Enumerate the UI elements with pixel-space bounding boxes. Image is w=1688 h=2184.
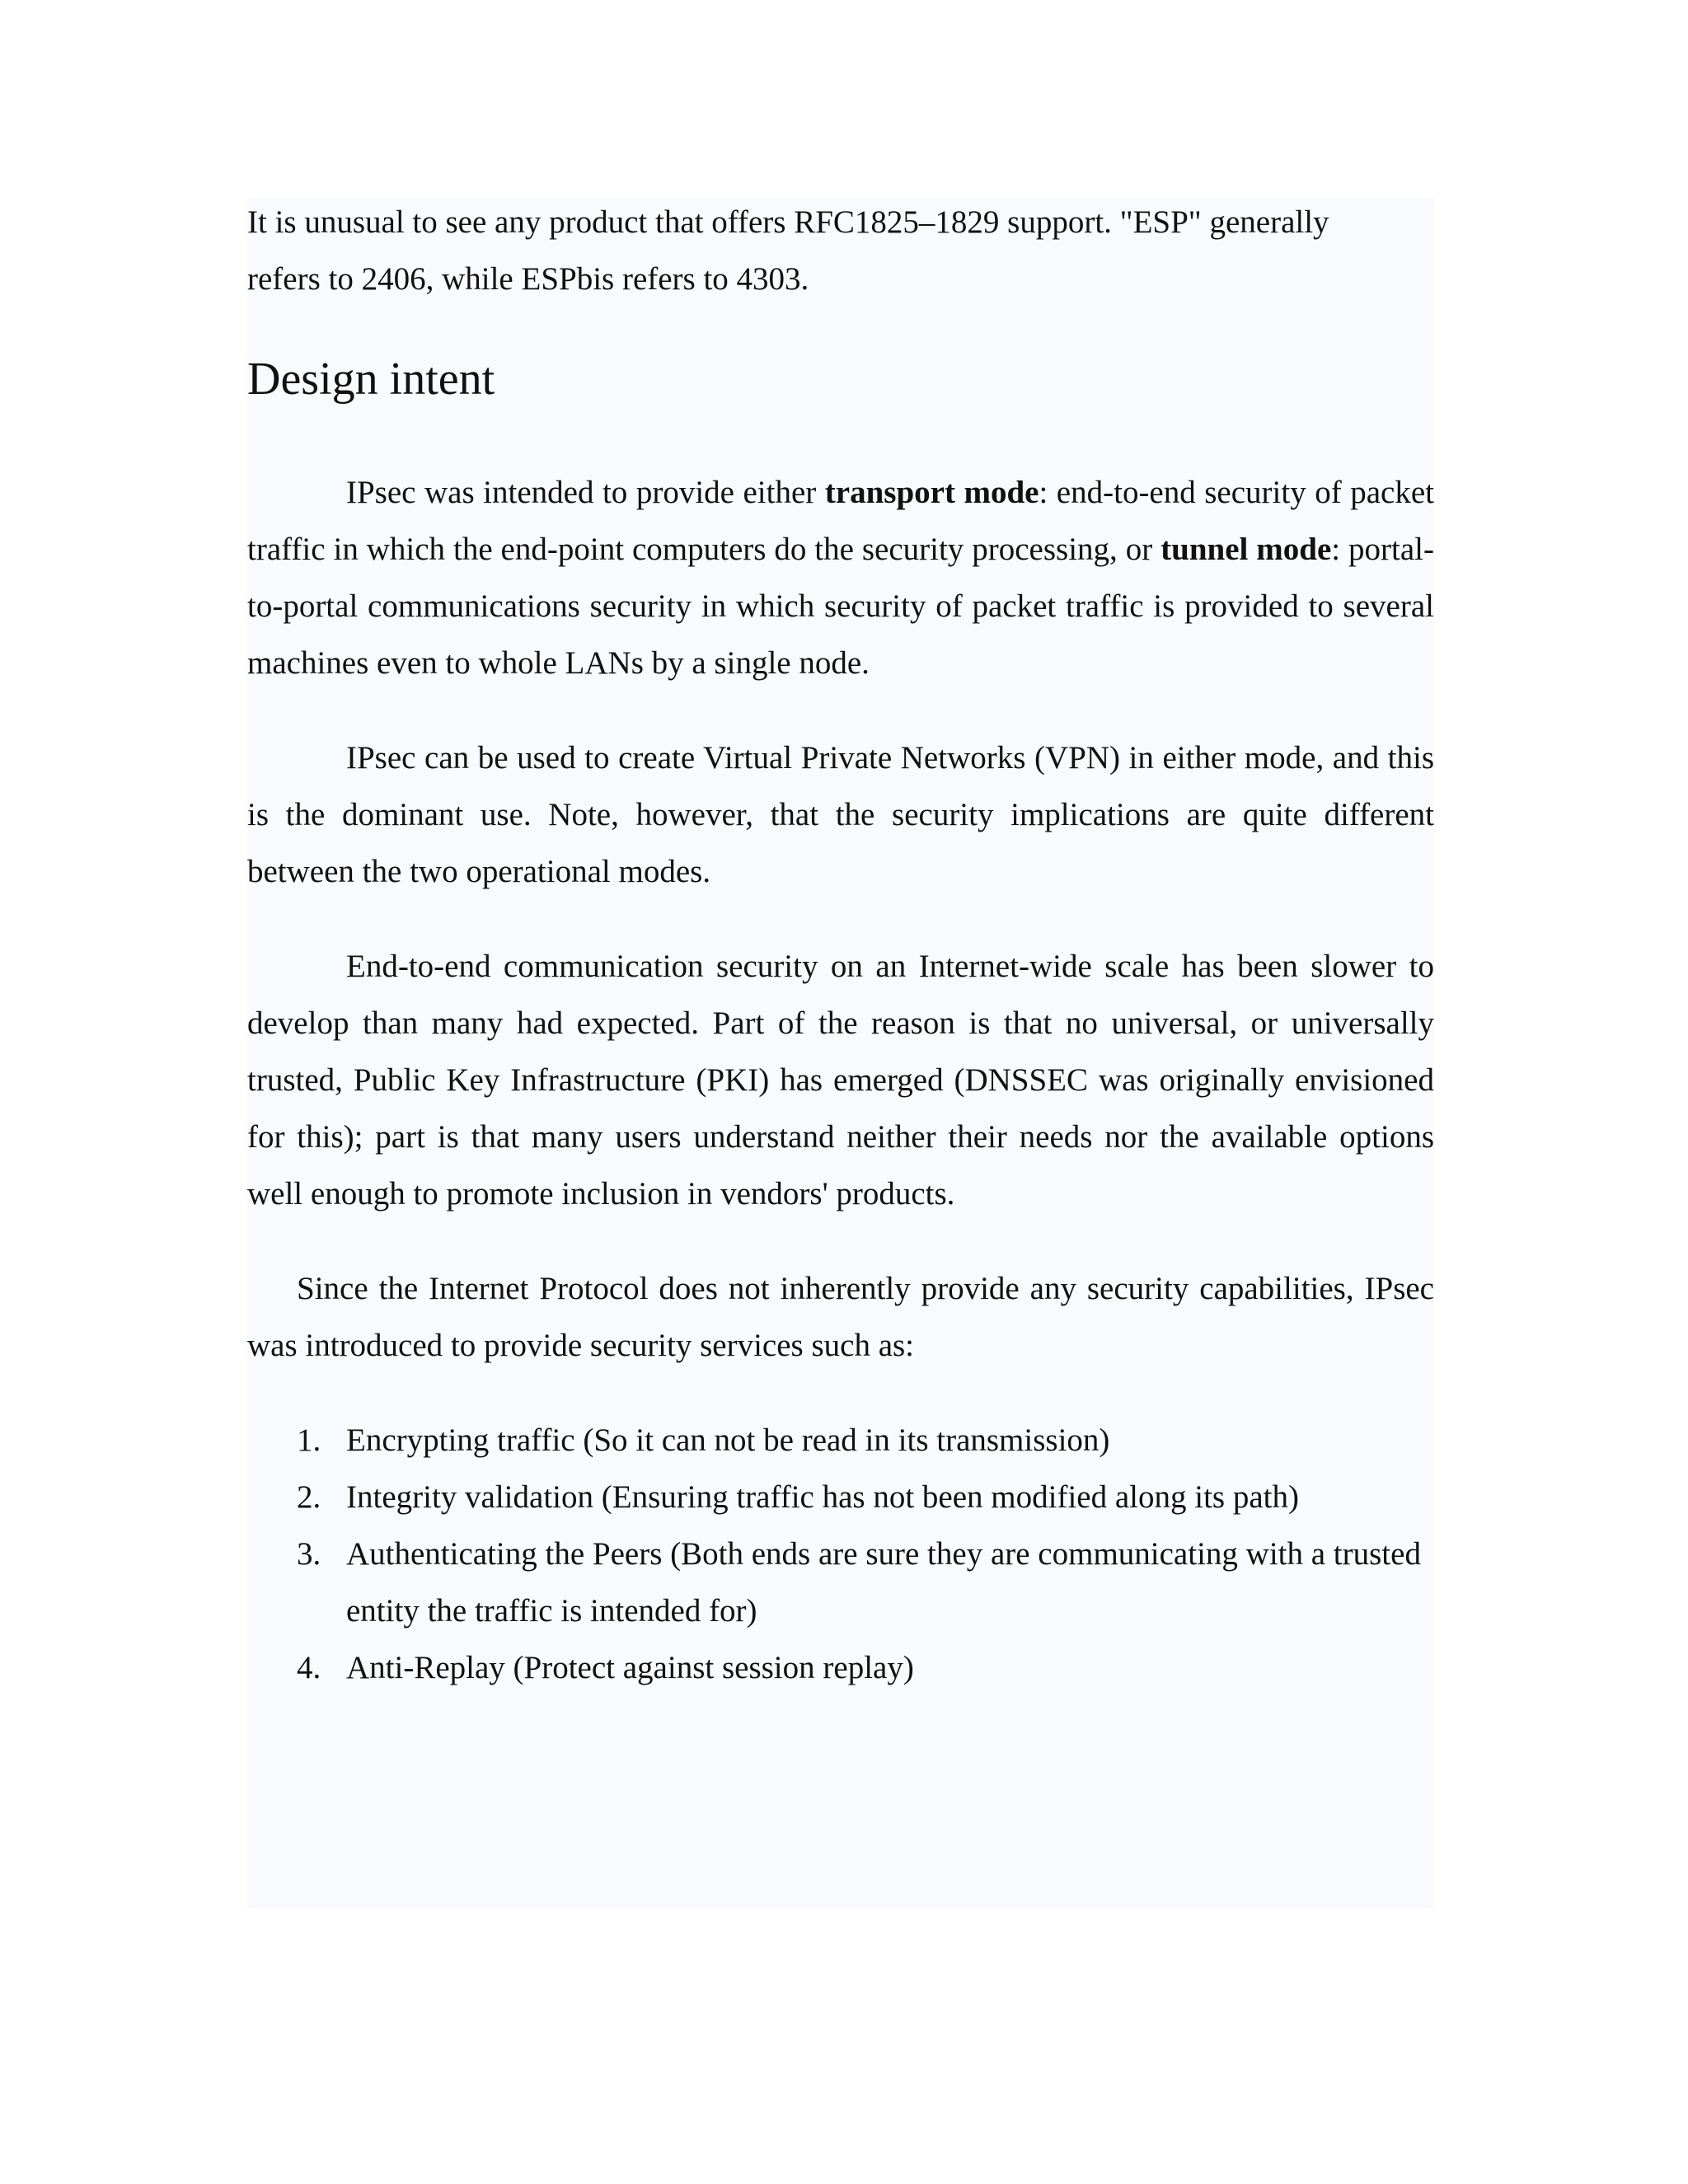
list-item-number: 4. (297, 1650, 321, 1685)
term-transport-mode: transport mode (824, 475, 1039, 510)
term-tunnel-mode: tunnel mode (1160, 532, 1332, 567)
list-item-text: Anti-Replay (Protect against session replay) (346, 1650, 914, 1685)
list-item-number: 2. (297, 1479, 321, 1515)
list-item (247, 1526, 1434, 1639)
services-list (247, 1412, 1434, 1696)
paragraph-modes (247, 464, 1434, 691)
intro-line-2: refers to 2406, while ESPbis refers to 4303. (247, 261, 809, 297)
list-item-text: Integrity validation (Ensuring traffic has not been modified along its path) (346, 1479, 1299, 1515)
document-body (247, 194, 1434, 1696)
list-item (247, 1412, 1434, 1469)
paragraph-modes-text-2: : end-to-end security of packet traffic in which the end-point computers do the security processing, or (247, 475, 1435, 567)
list-item (247, 1639, 1434, 1696)
list-item-number: 1. (297, 1422, 321, 1458)
list-item (247, 1469, 1434, 1526)
list-item-text: Authenticating the Peers (Both ends are sure they are communicating with a trusted entity the traffic is intended for) (346, 1536, 1421, 1629)
intro-paragraph (247, 194, 1434, 307)
paragraph-modes-text-3: : portal-to-portal communications security in which security of packet traffic is provided to several machines even to whole LANs by a single node. (247, 532, 1434, 681)
paragraph-services-intro: Since the Internet Protocol does not inherently provide any security capabilities, IPsec was introduced to provide security services such as: (247, 1271, 1434, 1363)
paragraph-end-to-end: End-to-end communication security on an Internet-wide scale has been slower to develop than many had expected. Part of the reason is that no universal, or universally trusted, Public Key Infrastructure (PKI) has emerged (DNSSEC was originally envisioned for this); part is that many users understand neither their needs nor the available options well enough to promote inclusion in vendors' products. (247, 949, 1434, 1212)
paragraph-vpn: IPsec can be used to create Virtual Private Networks (VPN) in either mode, and this is the dominant use. Note, however, that the security implications are quite different between the two operational modes. (247, 740, 1434, 889)
intro-line-1: It is unusual to see any product that offers RFC1825–1829 support. "ESP" generally (247, 204, 1329, 240)
section-heading: Design intent (247, 354, 495, 405)
list-item-text: Encrypting traffic (So it can not be read in its transmission) (346, 1422, 1110, 1458)
paragraph-modes-text-1: IPsec was intended to provide either (346, 475, 825, 510)
list-item-number: 3. (297, 1536, 321, 1572)
